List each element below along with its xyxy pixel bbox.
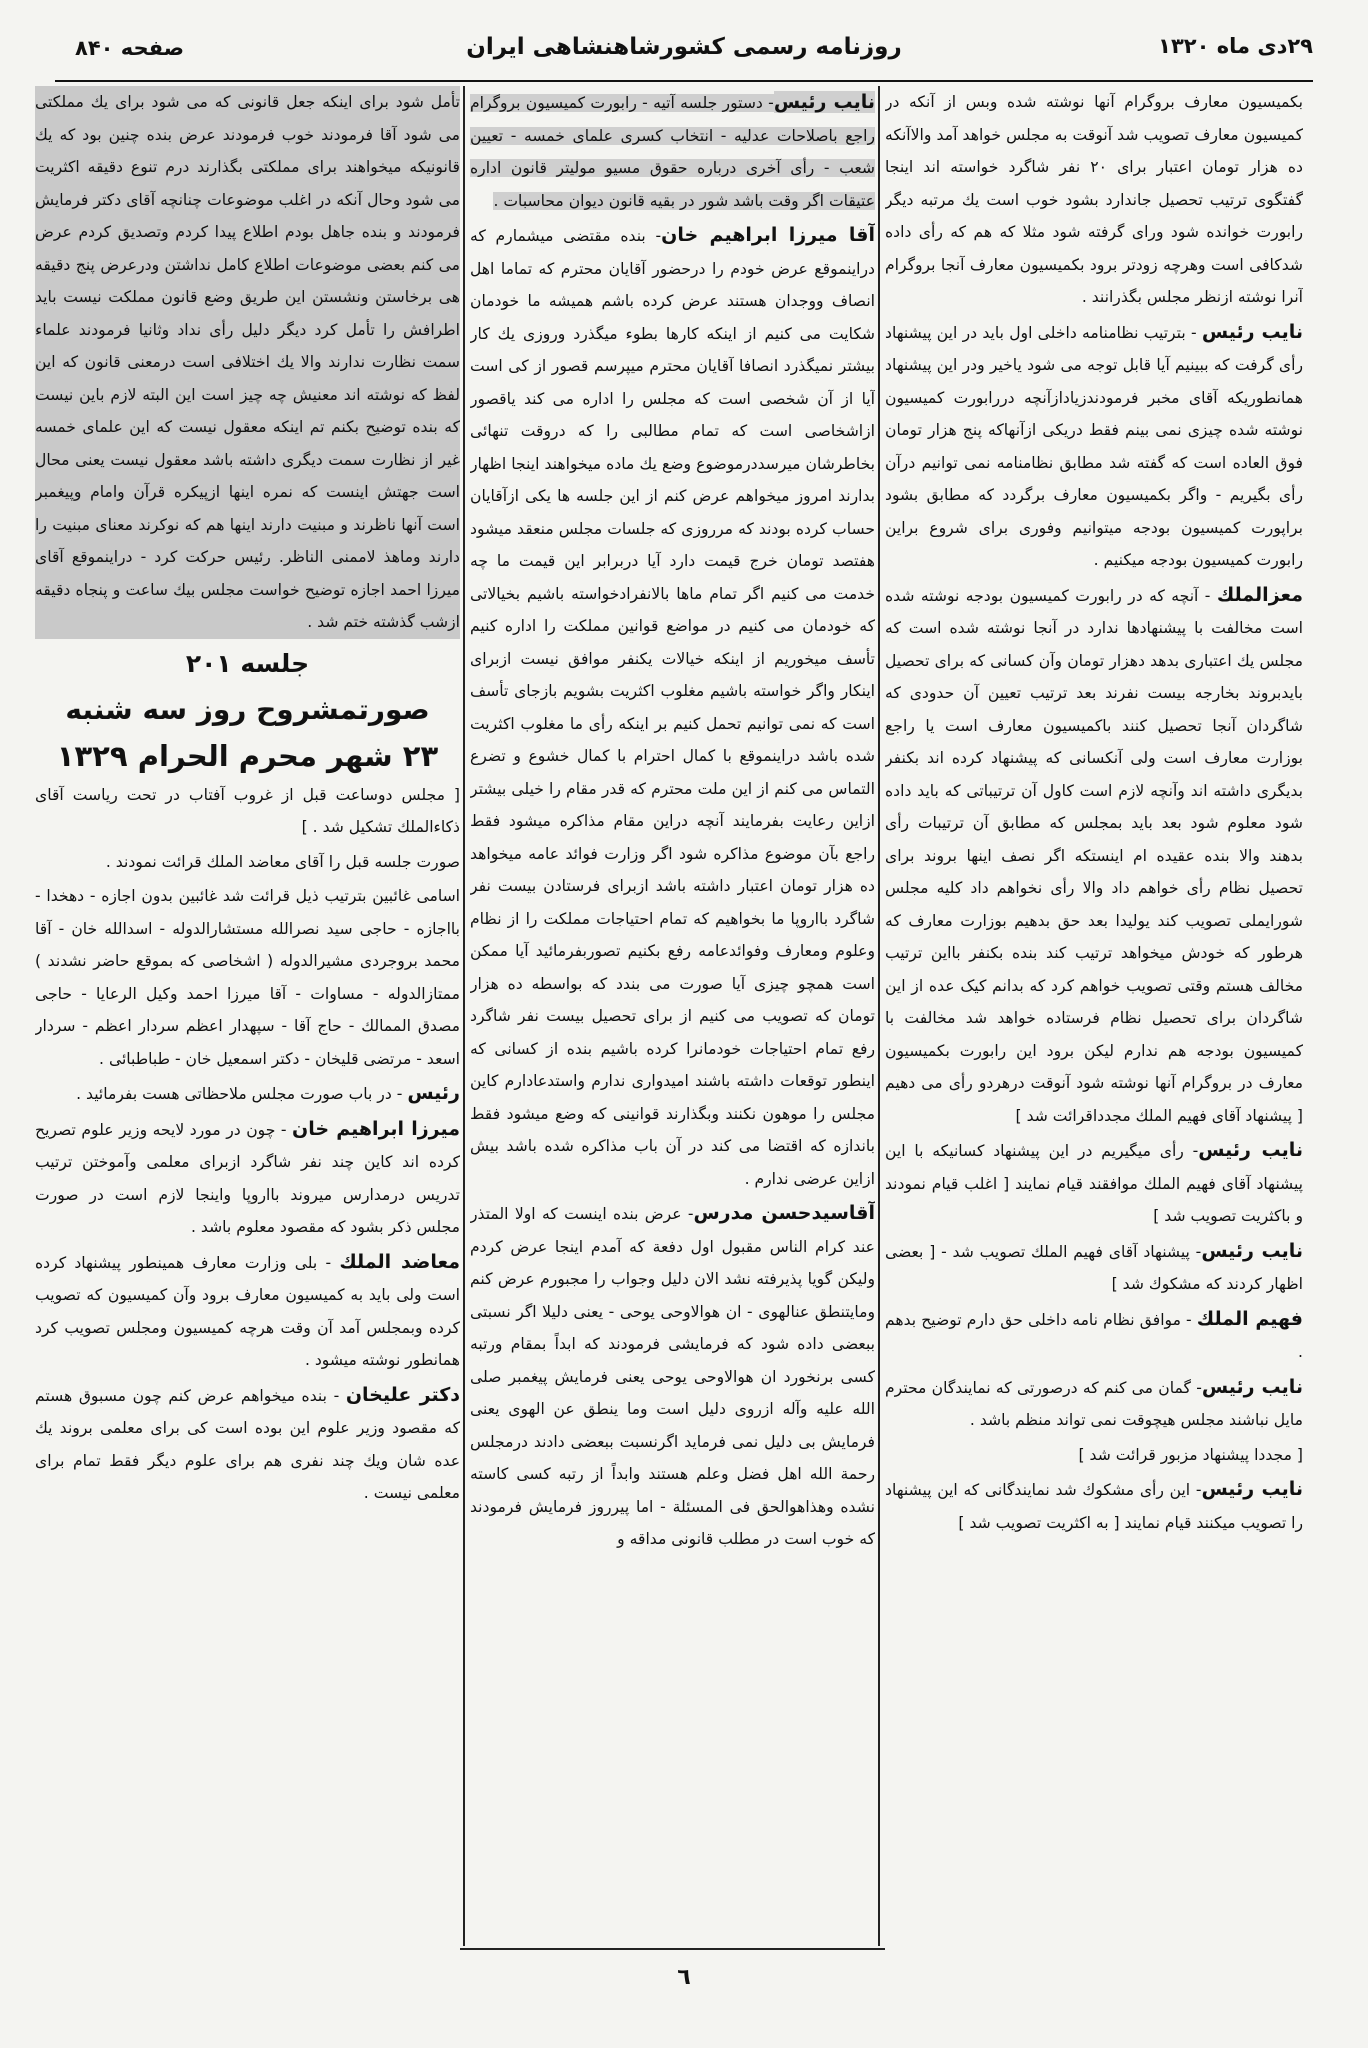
speaker-name: دکتر علیخان xyxy=(345,1383,460,1406)
speech-text: - پیشنهاد آقای فهیم الملك تصویب شد - [ بعضی اظهار کردند که مشکوك شد ] xyxy=(885,1242,1303,1293)
speech-text: - گمان می کنم که درصورتی که نمایندگان محترم مایل نباشند مجلس هیچوقت نمی تواند منظم باشد . xyxy=(885,1378,1303,1429)
paragraph: صورت جلسه قبل را آقای معاضد الملك قرائت نمودند . xyxy=(105,852,460,871)
header-date: ۲۹دی ماه ۱۳۲۰ xyxy=(1158,34,1313,58)
header-rule xyxy=(55,80,1313,82)
paragraph xyxy=(35,1379,460,1510)
paragraph: [ مجددا پیشنهاد مزبور قرائت شد ] xyxy=(1078,1445,1303,1464)
paragraph xyxy=(470,1197,875,1556)
speech-text: - رأی میگیریم در این پیشنهاد کسانیکه با این پیشنهاد آقای فهیم الملك موافقند قیام نمایند [ اغلب قیام نمودند و باکثریت تصویب شد ] xyxy=(885,1142,1303,1225)
speaker-name: نایب رئیس xyxy=(1201,320,1303,343)
speech-text: - بنده میخواهم عرض کنم چون مسبوق هستم که مقصود وزیر علوم این بوده است کی برای معلمی بروند یك عده شان ویك چند نفری هم برای علوم دیگر فقط تمام برای معلمی نیست . xyxy=(35,1386,460,1502)
speaker-name: نایب رئیس xyxy=(1201,1478,1303,1500)
session-title: صورتمشروح روز سه شنبه xyxy=(65,692,430,726)
header-page-number: صفحه ۸۴۰ xyxy=(75,36,185,60)
middle-column xyxy=(470,86,875,1941)
paragraph xyxy=(885,1303,1303,1369)
speaker-name: معاضد الملك xyxy=(339,1250,460,1273)
speech-text: - چون در مورد لایحه وزیر علوم تصریح کرده اند کاین چند نفر شاگرد ازبرای معلمی وآموختن ترتیب تدریس درمدارس میروند بااروپا واینجا لازم است در صورت مجلس ذکر بشود که مقصود معلوم باشد . xyxy=(35,1120,460,1236)
speech-text: - در باب صورت مجلس ملاحظاتی هست بفرمائید . xyxy=(76,1085,408,1103)
speaker-name: معزالملك xyxy=(1216,583,1303,606)
paragraph xyxy=(885,1473,1303,1539)
paragraph xyxy=(35,1113,460,1244)
speech-text: - آنچه که در رابورت کمیسیون بودجه نوشته شده است مخالفت با پیشنهادها ندارد در آنجا نوشته شده است که مجلس یك اعتباری بدهد دهزار تومان وآن کسانی که برای تحصیل بایدبروند بخارجه بیست نفرند بعد ترتیب تعیین آن حدودی که شاگردان آنجا تحصیل کنند باکمیسیون معارف است یا راجع بوزارت معارف است ولی آنکسانی که پیشنهاد کرده اند بکنفر بدیگری داشته اند وآنچه لازم است کاول آن ترتیباتی که باید داده شود معلوم شود بعد باید بمجلس که مطابق آن ترتیبات رأی بدهند والا بنده عقیده ام اینستکه اگر نصف اینها بروند برای تحصیل نظام رأی خواهم داد والا رأی نخواهم داد کلیه مجلس شورایملی تصویب کند یولیدا بعد حق بدهیم بوزارت معارف که هرطور که خودش میخواهد ترتیب کند بنده بکنفر بااین ترتیب مخالف هستم وقتی تصویب خواهم کرد که بدانم کیک عده از این شاگردان برای تحصیل نظام فرستاده خواهد شد مخالفت با کمیسیون بودجه هم ندارم لیکن برود این رابورت بکمیسیون معارف در بروگرام آنها نوشته شود آنوقت درهردو رأی می دهیم [ پیشنهاد آقای فهیم الملك مجدداقرائت شد ] xyxy=(885,586,1303,1125)
speech-text: - موافق نظام نامه داخلی حق دارم توضیح بدهم . xyxy=(885,1310,1303,1361)
column-divider-right xyxy=(878,86,880,1946)
paragraph xyxy=(470,219,875,1195)
speech-text: - عرض بنده اینست که اولا المتذر عند کرام الناس مقبول اول دفعة که آمدم اینجا عرض کردم ولیکن گویا پذیرفته نشد الان دلیل وجواب را مجبورم عرض کنم ومایتنطق عنالهوی - ان هوالاوحی یوحی - یعنی دلیلا اگر نسبتی ببعضی داده شود که فرمایشی فرمودند که ابداً بمقام ورتبه کسی برنخورد ان هوالاوحی یوحی یعنی فرمایش پیغمبر صلی الله علیه وآله ازروی دلیل است وما ینطق عن الهوی یعنی فرمایش بی دلیل نمی فرماید اگرنسبت ببعضی دادند درمجلس رحمة الله اهل فضل وعلم هستند وابداً از رتبه کسی کاسته نشده وهذاهوالحق فی المسئلة - اما پیرروز فرمایش فرمودند که خوب است در مطلب قانونی مداقه و xyxy=(470,1205,875,1548)
page-header xyxy=(55,30,1313,80)
paragraph xyxy=(885,1134,1303,1233)
paragraph xyxy=(885,1235,1303,1301)
speaker-name: نایب رئیس xyxy=(1201,1375,1303,1398)
session-number: جلسه ۲۰۱ xyxy=(185,648,310,678)
speech-text: - بلی وزارت معارف همینطور پیشنهاد کرده است ولی باید به کمیسیون معارف برود وآن کمیسیون که تصویب کرده وبمجلس آمد آن وقت هرچه کمیسیون ومجلس تصویب کرد همانطور نوشته میشود . xyxy=(35,1253,460,1369)
footer-rule xyxy=(460,1948,885,1950)
speaker-name: آقاسیدحسن مدرس xyxy=(693,1202,875,1224)
speech-text: - دستور جلسه آتیه - رابورت کمیسیون بروگرام راجع باصلاحات عدلیه - انتخاب کسری علمای خمسه - تعیین شعب - رأی آخری درباره حقوق مسیو مولیتر قانون اداره عتیقات اگر وقت باشد شور در بقیه قانون دیوان محاسبات . xyxy=(470,94,875,210)
speaker-name: میرزا ابراهیم خان xyxy=(292,1117,460,1140)
speech-text: - بترتیب نظامنامه داخلی اول باید در این پیشنهاد رأی گرفت که ببینیم آیا قابل توجه می شود یاخیر ودر این پیشنهاد همانطوریکه آقای مخبر فرمودندزیادازآنچه دررابورت کمیسیون نوشته شده چیزی نمی بینم فقط دریکی ازآنهاکه پنج هزار تومان فوق العاده است که گفته شد مطابق نظامنامه نمی توانیم درآن رأی بگیریم - واگر بکمیسیون معارف برگردد که مطابق بشود براپورت کمیسیون بودجه میتوانیم وفوری برای شروع براین رابورت کمیسیون بودجه میکنیم . xyxy=(885,323,1303,569)
paragraph: اسامی غائبین بترتیب ذیل قرائت شد غائبین بدون اجازه - دهخدا - بااجازه - حاجی سید نصرالله مستشارالدوله - اسدالله خان - آقا محمد بروجردی مشیرالدوله ( اشخاصی که بموقع حاضر نشدند ) ممتازالدوله - مساوات - آقا میرزا احمد وکیل الرعایا - حاجی مصدق الممالك - حاج آقا - سپهدار اعظم سردار اعظم - سردار اسعد - مرتضی قلیخان - دکتر اسمعیل خان - طباطبائی . xyxy=(35,887,460,1068)
speaker-name: فهیم الملك xyxy=(1196,1307,1303,1330)
paragraph xyxy=(885,1371,1303,1437)
header-title: روزنامه رسمی کشورشاهنشاهی ایران xyxy=(466,34,902,60)
speech-text: - بنده مقتضی میشمارم که دراینموقع عرض خودم را درحضور آقایان محترم که تماما اهل انصاف ووجدان هستند عرض کرده باشم همیشه ما خودمان شکایت می کنیم از اینکه کارها بطوء میگذرد وروزی یك کار بیشتر نمیگذرد انصافا آقایان محترم میپرسم قصور از کی است آیا از آن شخصی است که مجلس را اداره می کند یاقصور ازاشخاصی است که تمام مطالبی را که دروقت تنهائی بخاطرشان میرسددرموضوع وضع یك ماده میخواهند اینجا اظهار بدارند امروز میخواهم عرض کنم از این جلسه ها یکی ازآقایان حساب کرده بودند که مرروزی که جلسات مجلس منعقد میشود هفتصد تومان خرج قیمت دارد آیا دربرابر این قیمت ما چه خدمت می کنیم اگر تمام ماها بالانفرادخواسته باشیم بخیالاتی که خودمان می کنیم در مواضع قوانین مملکت را اداره کنیم تأسف میخوریم از اینکه خیالات یکنفر موافق نیست ازبرای اینکار واگر خواسته باشیم مغلوب اکثریت بشویم بازجای تأسف است که نمی توانیم تحمل کنیم بر اینکه رأی ما مغلوب اکثریت شده باشد دراینموقع با کمال احترام با کمال خشوع و تضرع التماس می کنم از این ملت محترم که قدر مقام را خیلی بیشتر ازاین رعایت بفرمایند آنچه دراین مقام مذاکره میشود فقط راجع بآن موضوع مذاکره شود اگر وزارت فوائد عامه میخواهد ده هزار تومان اعتبار داشته باشد ازبرای فرستادن بیست نفر شاگرد بااروپا ما بخواهیم که تمام احتیاجات مملکت را از نظام وعلوم ومعارف وفوائدعامه رفع بکنیم تصوربفرمائید آیا ممکن است همچو چیزی آیا صورت می بندد که بواسطه ده هزار تومان که تصویب می کنیم از برای تحصیل بیست نفر شاگرد رفع تمام احتیاجات خودمانرا کرده باشیم بنده از کسانی که اینطور توقعات داشته باشند امیدواری ندارم واستدعادارم کاین مجلس را موهون نکنند وبگذارند قوانینی که وضع میشود فقط باندازه که اقتضا می کند در آن باب مذاکره شده باشد بیش ازاین عرضی ندارم . xyxy=(470,227,875,1188)
footer-page-number: ٦ xyxy=(677,1965,691,1990)
speaker-name: رئیس xyxy=(407,1082,460,1104)
paragraph xyxy=(885,316,1303,577)
speaker-name: نایب رئیس xyxy=(773,91,875,113)
paragraph xyxy=(885,579,1303,1133)
speech-text: - این رأی مشکوك شد نمایندگانی که این پیشنهاد را تصویب میکنند قیام نمایند [ به اکثریت تصویب شد ] xyxy=(885,1481,1303,1532)
session-date: ۲۳ شهر محرم الحرام ۱۳۲۹ xyxy=(56,738,439,773)
highlighted-paragraph: تأمل شود برای اینکه جعل قانونی که می شود برای یك مملکتی می شود آقا فرمودند خوب فرمودند عرض بنده چنین بود که یك قانونیکه میخواهند برای مملکتی بگذارند درم تنوع دقیقه اکثریت می شود وحال آنکه در اغلب موضوعات چنانچه آقای دکتر فرمایش فرمودند و بنده جاهل بودم اطلاع پیدا کردم وتصدیق کردم عرض می کنم بعضی موضوعات اطلاع کامل نداشتن ودرعرض پنج دقیقه هی برخاستن ونشستن این طریق وضع قانون مملکت نیست باید اطرافش را تأمل کرد دیگر دلیل رأی نداد وثانیا فرمودند علماء سمت نظارت ندارند والا یك اختلافی است درمعنی قانون که این لفظ که نوشته اند معنیش چه چیز است این البته لازم باین نیست که بنده توضیح بکنم تم اینکه معقول نیست که این علمای خمسه غیر از نظارت سمت دیگری داشته باشد معقول نیست یعنی محال است جهتش اینست که نمره اینها ازپیکره قرآن وامام وپیغمبر است آنها ناظرند و مبنیت دارند اینها هم که نوکرند معنای مبنیت را دارند وماهذ لاممنی الناظر. رئیس حرکت کرد - دراینموقع آقای میرزا احمد اجازه توضیح خواست مجلس بیك ساعت و پنجاه دقیقه ازشب گذشته ختم شد . xyxy=(35,86,460,639)
paragraph: بکمیسیون معارف بروگرام آنها نوشته شده وبس از آنکه در کمیسیون معارف تصویب شد آنوقت به مجلس خواهد آمد والاآنکه ده هزار تومان اعتبار برای ۲۰ نفر شاگرد خواسته اند اینجا گفتگوی ترتیب تحصیل جاندارد بشود خوب است یك مرتبه دیگر رابورت خوانده شود ورای گرفته شود مثلا که هم که رأی داده شدکافی است وهرچه زودتر برود بکمیسیون معارف آنجا بروگرام آنرا نوشته ازنظر مجلس بگذرانند . xyxy=(885,93,1303,306)
paragraph xyxy=(35,1077,460,1111)
speaker-name: نایب رئیس xyxy=(1201,1239,1303,1262)
left-column xyxy=(35,86,460,1941)
speaker-name: نایب رئیس xyxy=(1198,1139,1303,1161)
paragraph xyxy=(35,1246,460,1377)
right-column xyxy=(885,86,1303,1941)
speaker-name: آقا میرزا ابراهیم خان xyxy=(661,224,875,246)
paragraph: [ مجلس دوساعت قبل از غروب آفتاب در تحت ریاست آقای ذکاءالملك تشکیل شد . ] xyxy=(35,785,460,836)
paragraph xyxy=(470,86,875,217)
column-divider-left xyxy=(463,86,465,1946)
